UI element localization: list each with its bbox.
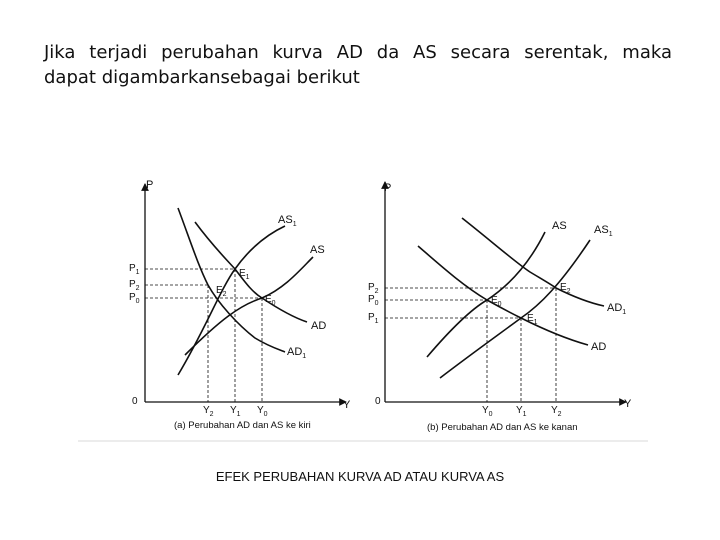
- figure-caption: EFEK PERUBAHAN KURVA AD ATAU KURVA AS: [215, 469, 505, 484]
- panel-b-label-as: AS: [552, 220, 567, 232]
- panel-a-label-ad1: $AD_1$: [287, 346, 307, 360]
- panel-b-y-label: Y: [624, 398, 632, 410]
- panel-b-point-e2: $E_2$: [560, 282, 571, 295]
- panel-b-caption: (b) Perubahan AD dan AS ke kanan: [427, 422, 578, 433]
- panel-a-origin: 0: [132, 396, 138, 407]
- panel-a-output-y2: $Y_2$: [203, 405, 214, 418]
- panel-b-price-p0: $P_0$: [368, 294, 379, 307]
- panel-a-point-e0: $E_0$: [265, 294, 276, 307]
- panel-b-label-ad1: $AD_1$: [607, 302, 627, 316]
- intro-line-1: Jika terjadi perubahan kurva AD da AS secara serentak, maka: [44, 42, 672, 63]
- panel-b: [368, 182, 632, 433]
- panel-b-p-label: P: [384, 182, 392, 194]
- panel-a-point-e2: $E_2$: [216, 285, 227, 298]
- panel-b-label-as1: $AS_1$: [594, 224, 613, 238]
- panel-b-point-e1: $E_1$: [527, 313, 538, 326]
- panel-a-price-p0: $P_0$: [129, 292, 140, 305]
- panel-a-price-p2: $P_2$: [129, 279, 140, 292]
- panel-a-label-as: AS: [310, 244, 325, 256]
- intro-line-2: dapat digambarkansebagai berikut: [44, 67, 360, 88]
- panel-a-caption: (a) Perubahan AD dan AS ke kiri: [174, 420, 311, 431]
- panel-b-curve-ad1: [462, 218, 604, 306]
- panel-b-price-p2: $P_2$: [368, 282, 379, 295]
- panel-b-output-y0: $Y_0$: [482, 405, 493, 418]
- panel-b-point-e0: $E_0$: [491, 295, 502, 308]
- panel-a: [129, 179, 351, 431]
- panel-a-label-ad: AD: [311, 320, 327, 332]
- panel-b-curve-ad: [418, 246, 588, 345]
- panel-b-origin: 0: [375, 396, 381, 407]
- panel-a-point-e1: $E_1$: [239, 268, 250, 281]
- panel-a-output-y1: $Y_1$: [230, 405, 241, 418]
- panel-a-curve-as: [185, 257, 313, 355]
- panel-a-curve-ad1: [178, 208, 285, 352]
- panel-b-output-y2: $Y_2$: [551, 405, 562, 418]
- panel-b-label-ad: AD: [591, 341, 607, 353]
- panel-a-p-label: P: [146, 179, 154, 191]
- panel-a-label-as1: $AS_1$: [278, 214, 297, 228]
- panel-a-curve-ad: [195, 222, 307, 322]
- panel-a-output-y0: $Y_0$: [257, 405, 268, 418]
- panel-a-y-label: Y: [343, 399, 351, 411]
- panel-a-price-p1: $P_1$: [129, 263, 140, 276]
- panel-b-output-y1: $Y_1$: [516, 405, 527, 418]
- panel-b-curve-as: [427, 232, 545, 357]
- panel-b-price-p1: $P_1$: [368, 312, 379, 325]
